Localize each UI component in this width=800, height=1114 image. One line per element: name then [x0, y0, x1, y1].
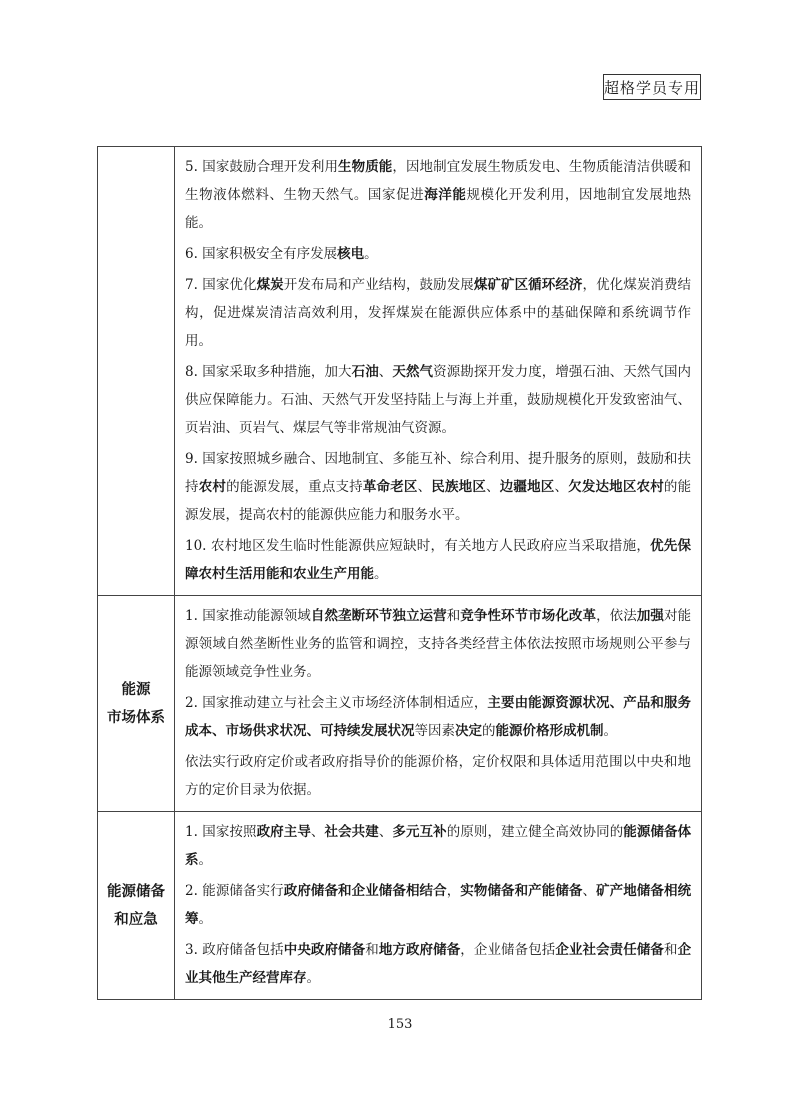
- text-segment: 8. 国家采取多种措施，加大: [185, 364, 352, 380]
- text-segment: 的能源发展，提高农村的能源供应能力和服务水平。: [185, 479, 692, 523]
- text-segment: 7. 国家优化: [185, 277, 257, 293]
- text-segment: 。: [198, 911, 212, 927]
- provision-item: [185, 240, 691, 268]
- bold-keyword: 海洋能: [424, 187, 467, 203]
- bold-keyword: 决定: [455, 723, 482, 739]
- provision-item: [185, 532, 691, 588]
- bold-keyword: 多元互补: [392, 824, 447, 840]
- bold-keyword: 社会共建: [324, 824, 379, 840]
- bold-keyword: 民族地区: [431, 479, 487, 495]
- bold-keyword: 实物储备和产能储备: [460, 883, 583, 899]
- provision-text: [185, 877, 691, 933]
- provision-text: [185, 602, 691, 686]
- text-segment: 依法实行政府定价或者政府指导价的能源价格，定价权限和具体适用范围以中央和地方的定价目录为依据。: [185, 754, 691, 798]
- text-segment: 规模化开发利用，因地制宜发展地热能。: [185, 187, 692, 231]
- provision-item: [185, 748, 691, 804]
- provision-text: [185, 445, 691, 529]
- energy-law-table: [97, 146, 702, 1000]
- text-segment: 的能源发展，重点支持: [226, 479, 363, 495]
- text-segment: 和: [446, 608, 461, 624]
- bold-keyword: 企业社会责任储备: [555, 942, 664, 958]
- provision-text: [185, 153, 691, 237]
- content-cell: [175, 147, 702, 596]
- text-segment: 和: [664, 942, 678, 958]
- text-segment: 等因素: [414, 723, 455, 739]
- page-number: 153: [387, 1017, 413, 1032]
- bold-keyword: 能源价格形成机制: [495, 723, 604, 739]
- exclusive-use-stamp: 超格学员专用: [603, 74, 701, 100]
- text-segment: 、: [486, 479, 500, 495]
- bold-keyword: 天然气: [392, 364, 434, 380]
- category-label-line: 和应急: [114, 911, 158, 928]
- bold-keyword: 政府储备和企业储备相结合: [283, 883, 447, 899]
- table-row: [98, 812, 702, 1000]
- text-segment: 开发布局和产业结构，鼓励发展: [283, 277, 474, 293]
- provision-item: [185, 689, 691, 745]
- text-segment: 资源勘探开发力度，增强石油、天然气国内供应保障能力。石油、天然气开发坚持陆上与海上并重，鼓励规模化开发致密油气、页岩油、页岩气、煤层气等非常规油气资源。: [185, 364, 692, 436]
- provision-item: [185, 445, 691, 529]
- text-segment: 10. 农村地区发生临时性能源供应短缺时，有关地方人民政府应当采取措施，: [185, 538, 651, 554]
- provision-item: [185, 358, 691, 442]
- text-segment: 的: [482, 723, 496, 739]
- bold-keyword: 主要由能源资源状况、产品和服务成本、市场供求状况、可持续发展状况: [185, 695, 692, 739]
- bold-keyword: 加强: [636, 608, 664, 624]
- text-segment: 、: [378, 364, 393, 380]
- bold-keyword: 欠发达地区农村: [568, 479, 664, 495]
- text-segment: 9. 国家按照城乡融合、因地制宜、多能互补、综合利用、提升服务的原则，鼓励和扶持: [185, 451, 691, 495]
- content-cell: [175, 596, 702, 812]
- text-segment: 、: [310, 824, 325, 840]
- text-segment: 5. 国家鼓励合理开发利用: [185, 159, 339, 175]
- category-label-line: 市场体系: [107, 709, 165, 726]
- text-segment: 的原则，建立健全高效协同的: [446, 824, 624, 840]
- provision-text: [185, 689, 691, 745]
- provision-text: [185, 936, 691, 992]
- text-segment: 和: [365, 942, 379, 958]
- bold-keyword: 中央政府储备: [283, 942, 366, 958]
- text-segment: 。: [603, 723, 617, 739]
- provision-text: [185, 358, 691, 442]
- text-segment: 3. 政府储备包括: [185, 942, 284, 958]
- text-segment: 对能源领域自然垄断性业务的监管和调控，支持各类经营主体依法按照市场规则公平参与能源领域竞争性业务。: [185, 608, 692, 680]
- provision-item: [185, 271, 691, 355]
- provision-item: [185, 602, 691, 686]
- category-cell: [98, 596, 175, 812]
- text-segment: ，企业储备包括: [460, 942, 556, 958]
- bold-keyword: 能源储备体系: [185, 824, 692, 868]
- text-segment: 、: [582, 883, 597, 899]
- table-body: [98, 147, 702, 1000]
- provision-text: [185, 271, 691, 355]
- text-segment: 。: [364, 246, 378, 262]
- text-segment: ，因地制宜发展生物质发电、生物质能清洁供暖和生物液体燃料、生物天然气。国家促进: [185, 159, 692, 203]
- bold-keyword: 革命老区: [362, 479, 418, 495]
- bold-keyword: 政府主导: [256, 824, 311, 840]
- table-row: [98, 147, 702, 596]
- text-segment: ，: [446, 883, 461, 899]
- provision-item: [185, 818, 691, 874]
- provision-text: [185, 748, 691, 804]
- text-segment: 1. 国家按照: [185, 824, 257, 840]
- bold-keyword: 自然垄断环节独立运营: [310, 608, 447, 624]
- bold-keyword: 竞争性环节市场化改革: [460, 608, 597, 624]
- bold-keyword: 边疆地区: [499, 479, 555, 495]
- bold-keyword: 石油: [351, 364, 379, 380]
- bold-keyword: 优先保障农村生活用能和农业生产用能: [185, 538, 692, 582]
- provision-text: [185, 240, 691, 268]
- text-segment: 、: [554, 479, 569, 495]
- bold-keyword: 煤炭: [256, 277, 284, 293]
- bold-keyword: 矿产地储备相统筹: [185, 883, 692, 927]
- text-segment: 1. 国家推动能源领域: [185, 608, 311, 624]
- text-segment: ，依法: [596, 608, 637, 624]
- table-row: [98, 596, 702, 812]
- bold-keyword: 生物质能: [338, 159, 393, 175]
- text-segment: 6. 国家积极安全有序发展: [185, 246, 338, 262]
- bold-keyword: 煤矿矿区循环经济: [473, 277, 583, 293]
- category-cell: [98, 147, 175, 596]
- text-segment: 、: [378, 824, 393, 840]
- provision-item: [185, 153, 691, 237]
- bold-keyword: 核电: [337, 246, 365, 262]
- category-label-line: 能源储备: [107, 883, 165, 900]
- provision-item: [185, 877, 691, 933]
- bold-keyword: 企业其他生产经营库存: [185, 942, 692, 986]
- text-segment: 2. 能源储备实行: [185, 883, 284, 899]
- bold-keyword: 农村: [198, 479, 227, 495]
- provision-text: [185, 818, 691, 874]
- text-segment: 、: [417, 479, 432, 495]
- provision-item: [185, 936, 691, 992]
- bold-keyword: 地方政府储备: [378, 942, 461, 958]
- text-segment: 2. 国家推动建立与社会主义市场经济体制相适应，: [185, 695, 488, 711]
- text-segment: 。: [374, 566, 388, 582]
- text-segment: 。: [198, 852, 212, 868]
- text-segment: 。: [306, 970, 320, 986]
- category-label-line: 能源: [121, 681, 151, 698]
- provision-text: [185, 532, 691, 588]
- category-cell: [98, 812, 175, 1000]
- content-cell: [175, 812, 702, 1000]
- text-segment: ，优化煤炭消费结构，促进煤炭清洁高效利用，发挥煤炭在能源供应体系中的基础保障和系统调节作用。: [185, 277, 692, 349]
